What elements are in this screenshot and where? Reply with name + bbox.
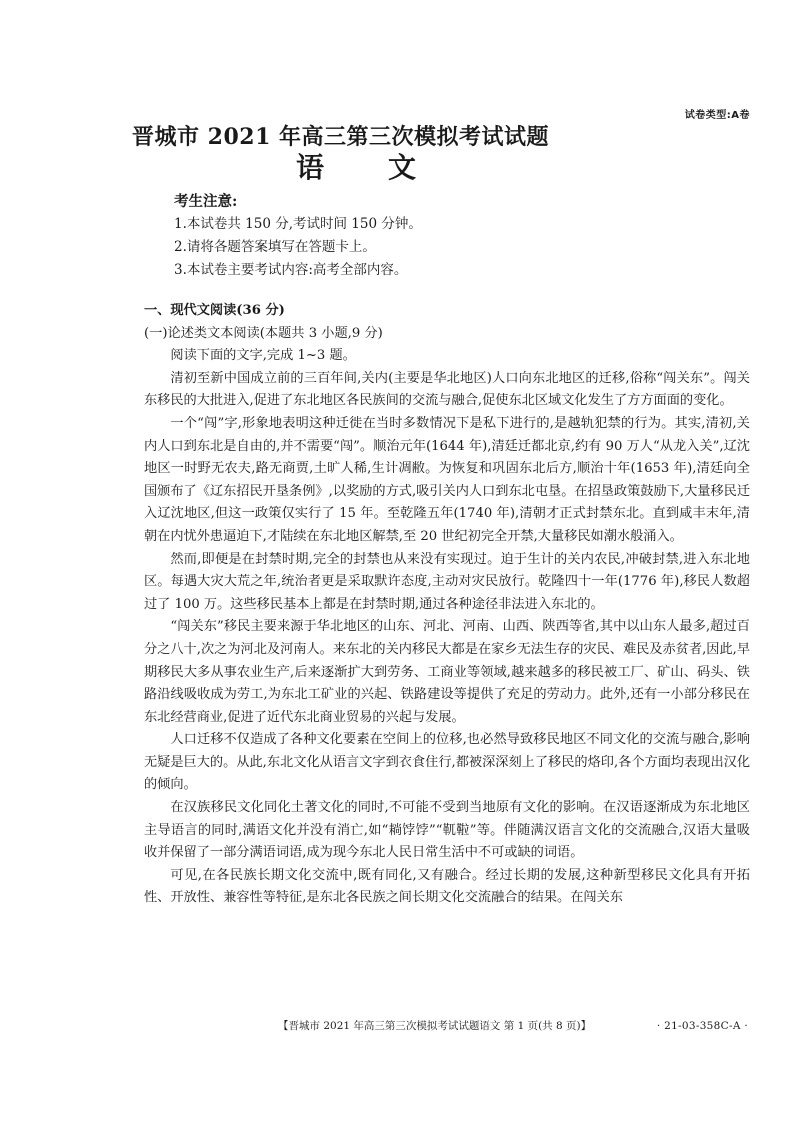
exam-title: 晋城市 2021 年高三第三次模拟考试试题 [132, 124, 550, 150]
page-footer [278, 1018, 748, 1033]
footer-paper-code: · 21-03-358C-A · [656, 1019, 748, 1032]
subject-title: 语文 [296, 151, 481, 184]
paper-type-label: 试卷类型:A卷 [684, 110, 750, 121]
reading-instruction: 阅读下面的文字,完成 1~3 题。 [170, 348, 356, 364]
footer-page-info: 【晋城市 2021 年高三第三次模拟考试试题语文 第 1 页(共 8 页)】 [278, 1020, 592, 1032]
passage-paragraph: 然而,即便是在封禁时期,完全的封禁也从来没有实现过。迫于生计的关内农民,冲破封禁,进入东北地区。每遇大灾大荒之年,统治者更是采取默许态度,主动对灾民放行。乾隆四十一年(1776 年),移民人数超过了 100 万。这些移民基本上都是在封禁时期,通过各种途径非法进入东北的。 [144, 551, 750, 612]
passage-paragraph: 在汉族移民文化同化土著文化的同时,不可能不受到当地原有文化的影响。在汉语逐渐成为东北地区主导语言的同时,满语文化并没有消亡,如“耥饽饽”“靰鞡”等。伴随满汉语言文化的交流融合,汉语大量吸收并保留了一部分满语词语,成为现今东北人民日常生活中不可或缺的词语。 [144, 800, 750, 861]
notice-item: 3.本试卷主要考试内容:高考全部内容。 [174, 262, 408, 278]
passage-paragraph: 人口迁移不仅造成了各种文化要素在空间上的位移,也必然导致移民地区不同文化的交流与融合,影响无疑是巨大的。从此,东北文化从语言文字到衣食住行,都被深深刻上了移民的烙印,各个方面均表现出汉化的倾向。 [144, 732, 751, 793]
reading-section [144, 300, 750, 910]
passage-paragraph: 清初至新中国成立前的三百年间,关内(主要是华北地区)人口向东北地区的迁移,俗称“闯关东”。闯关东移民的大批进入,促进了东北地区各民族间的交流与融合,促使东北区域文化发生了方方面面的变化。 [144, 370, 750, 409]
passage-paragraph: 可见,在各民族长期文化交流中,既有同化,又有融合。经过长期的发展,这种新型移民文化具有开拓性、开放性、兼容性等特征,是东北各民族之间长期文化交流融合的结果。在闯关东 [144, 867, 750, 906]
section-heading: 一、现代文阅读(36 分) [144, 303, 285, 318]
subsection-heading: (一)论述类文本阅读(本题共 3 小题,9 分) [144, 325, 383, 341]
candidate-notice [174, 190, 422, 282]
passage-paragraph: “闯关东”移民主要来源于华北地区的山东、河北、河南、山西、陕西等省,其中以山东人最多,超过百分之八十,次之为河北及河南人。来东北的关内移民大都是在家乡无法生存的灾民、难民及赤贫者,因此,早期移民大多从事农业生产,后来逐渐扩大到劳务、工商业等领域,越来越多的移民被工厂、矿山、码头、铁路沿线吸收成为劳工,为东北工矿业的兴起、铁路建设等提供了充足的劳动力。此外,还有一小部分移民在东北经营商业,促进了近代东北商业贸易的兴起与发展。 [144, 619, 751, 725]
notice-item: 1.本试卷共 150 分,考试时间 150 分钟。 [174, 216, 422, 232]
notice-item: 2.请将各题答案填写在答题卡上。 [174, 239, 376, 255]
passage-paragraph: 一个“闯”字,形象地表明这种迁徙在当时多数情况下是私下进行的,是越轨犯禁的行为。其实,清初,关内人口到东北是自由的,并不需要“闯”。顺治元年(1644 年),清廷迁都北京,约有 90 万人“从龙入关”,辽沈地区一时野无农夫,路无商贾,土旷人稀,生计凋敝。为恢复和巩固东北后方,顺治十年(1653 年),清廷向全国颁布了《辽东招民开垦条例》,以奖励的方式,吸引关内人口到东北屯垦。在招垦政策鼓励下,大量移民迁入辽沈地区,但这一政策仅实行了 15 年。至乾隆五年(1740 年),清朝才正式封禁东北。直到咸丰末年,清朝在内忧外患逼迫下,才陆续在东北地区解禁,至 20 世纪初完全开禁,大量移民如潮水般涌入。 [144, 415, 751, 544]
notice-heading: 考生注意: [174, 193, 238, 210]
